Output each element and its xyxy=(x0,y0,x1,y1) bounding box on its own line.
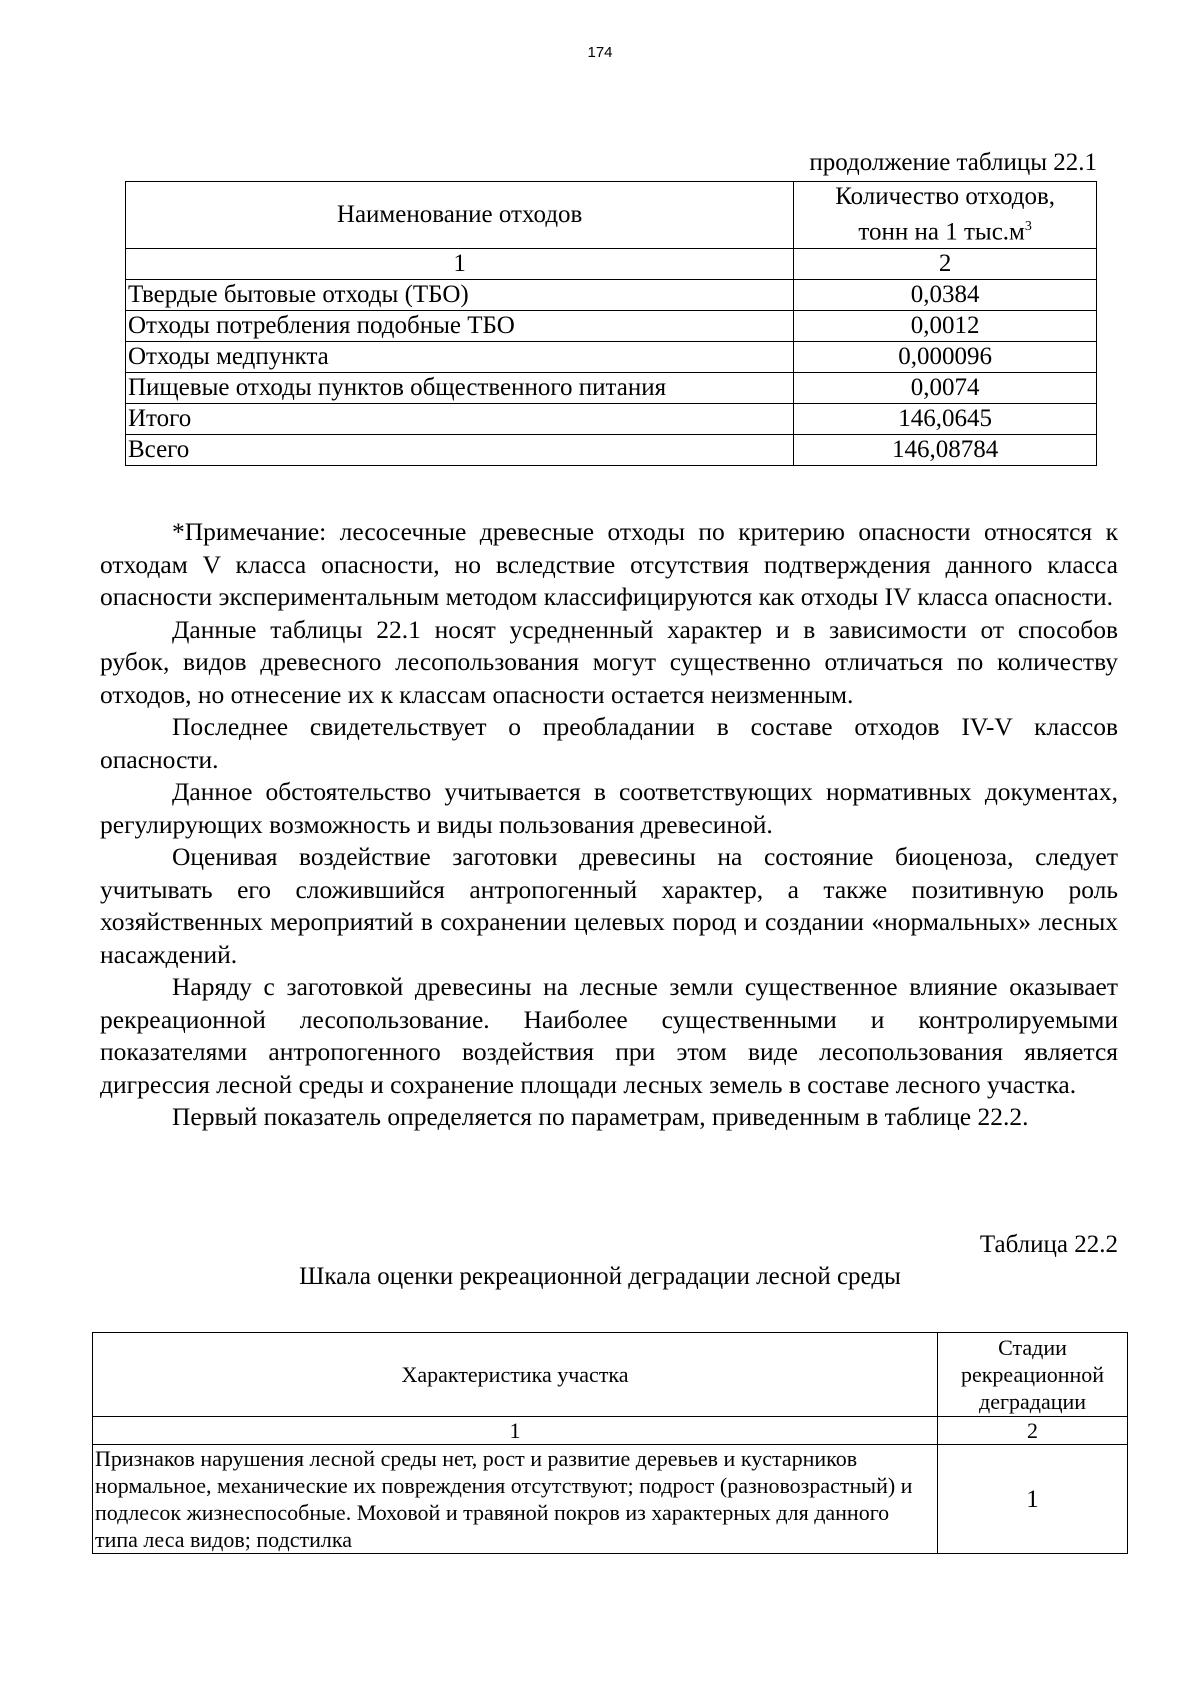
table-header-row xyxy=(126,182,1097,249)
stage-cell: 1 xyxy=(938,1445,1128,1554)
characteristic-cell: Признаков нарушения лесной среды нет, рост и развитие деревьев и кустарников нормальное, механические их повреждения отсутствуют; подрост (разновозрастный) и подлесок жизнеспособные. Моховой и травяной покров из характерных для данного типа леса видов; подстилка xyxy=(93,1445,938,1554)
paragraph: Последнее свидетельствует о преобладании в составе отходов IV-V классов опасности. xyxy=(100,712,1118,774)
table-row xyxy=(126,435,1097,466)
waste-name-cell: Пищевые отходы пунктов общественного питания xyxy=(126,373,794,404)
table1-caption: продолжение таблицы 22.1 xyxy=(809,149,1097,176)
header-waste-amount-line2: тонн на 1 тыс.м xyxy=(858,218,1025,246)
waste-name-cell: Итого xyxy=(126,404,794,435)
waste-name-cell: Отходы потребления подобные ТБО xyxy=(126,311,794,342)
index-cell: 2 xyxy=(938,1417,1128,1445)
table-row xyxy=(126,404,1097,435)
table-row xyxy=(126,373,1097,404)
table2-title: Шкала оценки рекреационной деградации лесной среды xyxy=(299,1263,901,1290)
index-cell: 2 xyxy=(794,249,1097,280)
waste-amount-cell: 0,0074 xyxy=(794,373,1097,404)
table-row xyxy=(93,1445,1128,1554)
header-characteristic: Характеристика участка xyxy=(93,1333,938,1417)
waste-table xyxy=(125,181,1097,466)
paragraph: Данные таблицы 22.1 носят усредненный характер и в зависимости от способов рубок, видов древесного лесопользования могут существенно отличаться по количеству отходов, но отнесение их к классам опасности остается неизменным. xyxy=(100,614,1118,709)
table-index-row xyxy=(126,249,1097,280)
index-cell: 1 xyxy=(126,249,794,280)
table-index-row xyxy=(93,1417,1128,1445)
waste-name-cell: Всего xyxy=(126,435,794,466)
waste-amount-cell: 146,08784 xyxy=(794,435,1097,466)
paragraph: Оценивая воздействие заготовки древесины на состояние биоценоза, следует учитывать его сложившийся антропогенный характер, а также позитивную роль хозяйственных мероприятий в сохранении целевых пород и создании «нормальных» лесных насаждений. xyxy=(100,842,1118,969)
table-row xyxy=(126,342,1097,373)
paragraph: Первый показатель определяется по параметрам, приведенным в таблице 22.2. xyxy=(172,1102,1029,1131)
header-stage: Стадии рекреационной деградации xyxy=(938,1333,1128,1417)
waste-amount-cell: 0,0012 xyxy=(794,311,1097,342)
waste-amount-cell: 0,0384 xyxy=(794,280,1097,311)
paragraph: Данное обстоятельство учитывается в соответствующих нормативных документах, регулирующих возможность и виды пользования древесиной. xyxy=(100,777,1118,839)
header-waste-amount xyxy=(794,182,1097,249)
index-cell: 1 xyxy=(93,1417,938,1445)
paragraph: Наряду с заготовкой древесины на лесные земли существенное влияние оказывает рекреационной лесопользование. Наиболее существенными и контролируемыми показателями антропогенного воздействия при этом виде лесопользования является дигрессия лесной среды и сохранение площади лесных земель в составе лесного участка. xyxy=(100,972,1118,1099)
page-number: 174 xyxy=(587,44,613,61)
header-waste-name: Наименование отходов xyxy=(126,182,794,249)
waste-name-cell: Отходы медпункта xyxy=(126,342,794,373)
table-row xyxy=(126,311,1097,342)
waste-amount-cell: 0,000096 xyxy=(794,342,1097,373)
table-header-row xyxy=(93,1333,1128,1417)
table2-label: Таблица 22.2 xyxy=(979,1231,1118,1258)
degradation-table xyxy=(92,1332,1128,1554)
waste-name-cell: Твердые бытовые отходы (ТБО) xyxy=(126,280,794,311)
body-text xyxy=(100,516,1118,1134)
header-waste-amount-line1: Количество отходов, xyxy=(835,183,1056,211)
waste-amount-cell: 146,0645 xyxy=(794,404,1097,435)
header-superscript: 3 xyxy=(1024,219,1032,235)
paragraph-note: *Примечание: лесосечные древесные отходы по критерию опасности относятся к отходам V класса опасности, но вследствие отсутствия подтверждения данного класса опасности экспериментальным методом классифицируются как отходы IV класса опасности. xyxy=(100,517,1118,611)
table-row xyxy=(126,280,1097,311)
